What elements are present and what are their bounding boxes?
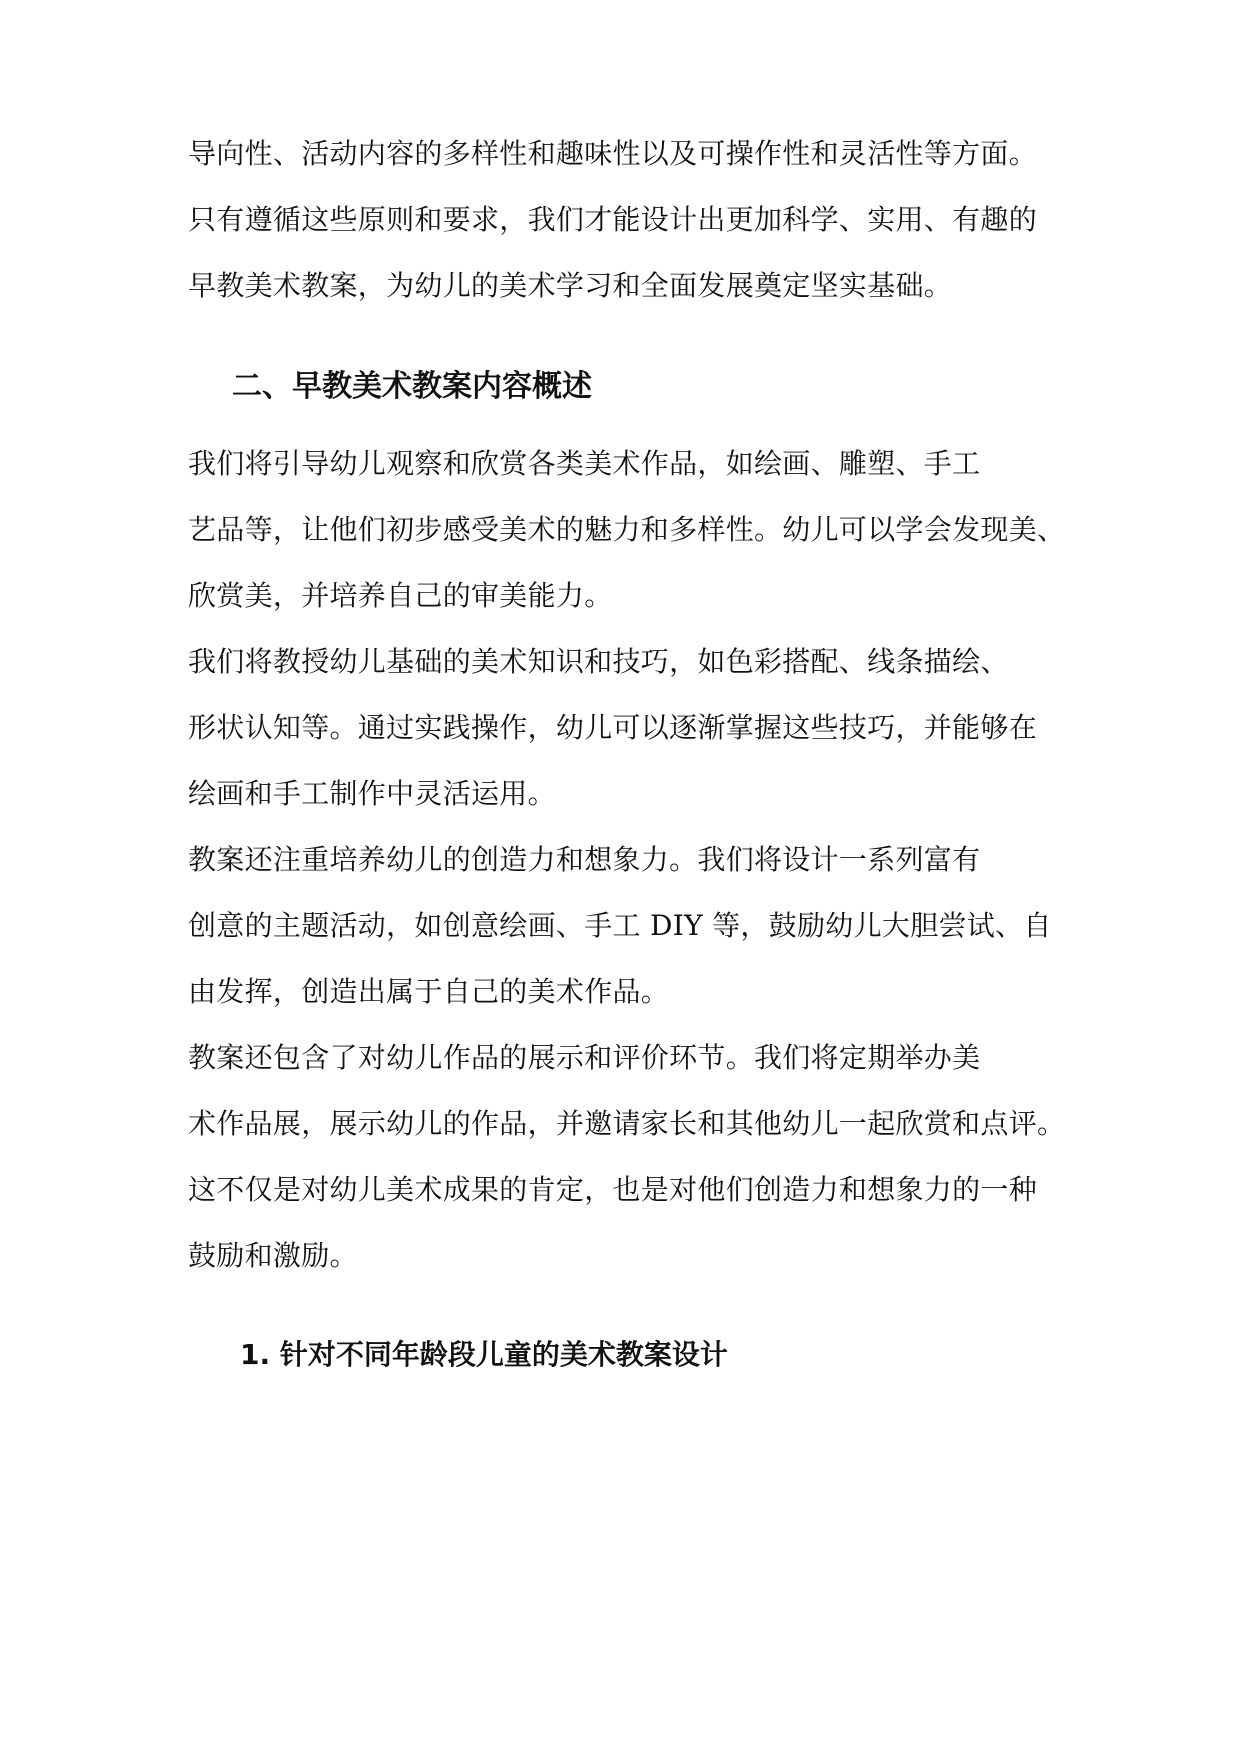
paragraph-2-line-2: 形状认知等。通过实践操作，幼儿可以逐渐掌握这些技巧，并能够在 bbox=[188, 711, 1038, 744]
paragraph-3-line-3: 由发挥，创造出属于自己的美术作品。 bbox=[188, 975, 670, 1008]
intro-line-2: 只有遵循这些原则和要求，我们才能设计出更加科学、实用、有趣的 bbox=[188, 203, 1038, 236]
intro-line-1: 导向性、活动内容的多样性和趣味性以及可操作性和灵活性等方面。 bbox=[188, 137, 1038, 170]
paragraph-2-line-1: 我们将教授幼儿基础的美术知识和技巧，如色彩搭配、线条描绘、 bbox=[188, 645, 1009, 678]
paragraph-1-line-3: 欣赏美，并培养自己的审美能力。 bbox=[188, 579, 613, 612]
section-heading: 二、早教美术教案内容概述 bbox=[232, 369, 592, 404]
paragraph-4-line-4: 鼓励和激励。 bbox=[188, 1239, 358, 1272]
paragraph-3-line-1: 教案还注重培养幼儿的创造力和想象力。我们将设计一系列富有 bbox=[188, 843, 981, 876]
paragraph-4-line-3: 这不仅是对幼儿美术成果的肯定，也是对他们创造力和想象力的一种 bbox=[188, 1173, 1038, 1206]
paragraph-3-line-2: 创意的主题活动，如创意绘画、手工 DIY 等，鼓励幼儿大胆尝试、自 bbox=[188, 909, 1052, 942]
paragraph-4-line-1: 教案还包含了对幼儿作品的展示和评价环节。我们将定期举办美 bbox=[188, 1041, 981, 1074]
paragraph-4-line-2: 术作品展，展示幼儿的作品，并邀请家长和其他幼儿一起欣赏和点评。 bbox=[188, 1107, 1066, 1140]
paragraph-1-line-1: 我们将引导幼儿观察和欣赏各类美术作品，如绘画、雕塑、手工 bbox=[188, 447, 981, 480]
subsection-heading: 1. 针对不同年龄段儿童的美术教案设计 bbox=[240, 1338, 728, 1371]
paragraph-2-line-3: 绘画和手工制作中灵活运用。 bbox=[188, 777, 556, 810]
intro-line-3: 早教美术教案，为幼儿的美术学习和全面发展奠定坚实基础。 bbox=[188, 269, 953, 302]
paragraph-1-line-2: 艺品等，让他们初步感受美术的魅力和多样性。幼儿可以学会发现美、 bbox=[188, 513, 1066, 546]
